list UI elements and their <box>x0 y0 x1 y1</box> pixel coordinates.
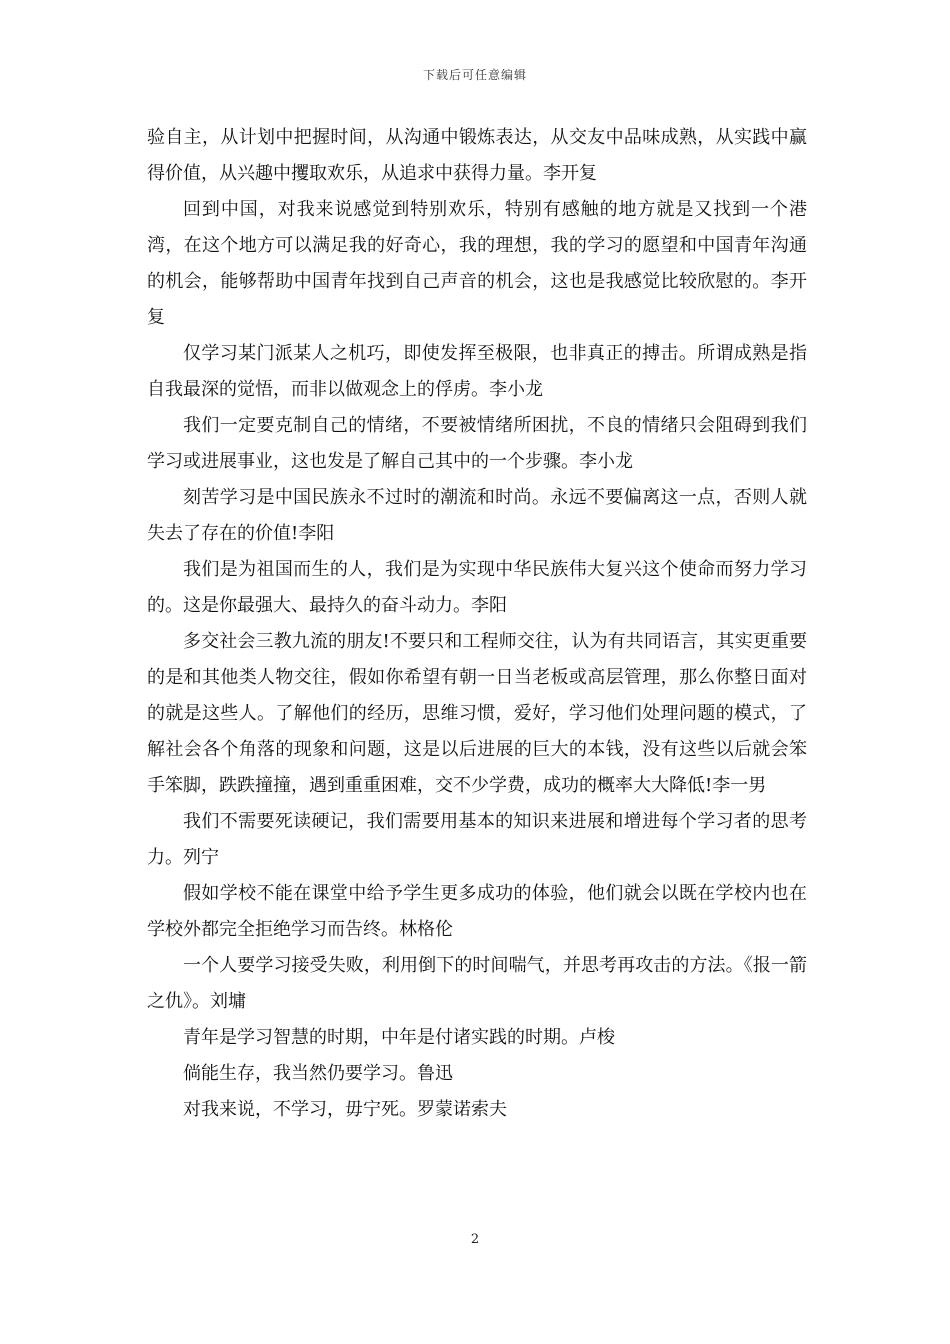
paragraph: 我们不需要死读硬记，我们需要用基本的知识来进展和增进每个学习者的思考力。列宁 <box>147 811 807 868</box>
paragraph: 我们是为祖国而生的人，我们是为实现中华民族伟大复兴这个使命而努力学习的。这是你最强大、最持久的奋斗动力。李阳 <box>147 559 807 616</box>
paragraph: 对我来说，不学习，毋宁死。罗蒙诺索夫 <box>183 1099 507 1120</box>
paragraph: 假如学校不能在课堂中给予学生更多成功的体验，他们就会以既在学校内也在学校外都完全拒绝学习而告终。林格伦 <box>147 883 807 940</box>
paragraph: 仅学习某门派某人之机巧，即使发挥至极限，也非真正的搏击。所谓成熟是指自我最深的觉悟，而非以做观念上的俘虏。李小龙 <box>147 343 807 400</box>
page-header: 下载后可任意编辑 <box>422 68 527 82</box>
paragraph: 刻苦学习是中国民族永不过时的潮流和时尚。永远不要偏离这一点，否则人就失去了存在的价值!李阳 <box>147 487 807 544</box>
paragraph: 青年是学习智慧的时期，中年是付诸实践的时期。卢梭 <box>183 1027 615 1048</box>
paragraph: 我们一定要克制自己的情绪，不要被情绪所困扰，不良的情绪只会阻碍到我们学习或进展事业，这也发是了解自己其中的一个步骤。李小龙 <box>147 415 807 472</box>
paragraph: 回到中国，对我来说感觉到特别欢乐，特别有感触的地方就是又找到一个港湾，在这个地方可以满足我的好奇心，我的理想，我的学习的愿望和中国青年沟通的机会，能够帮助中国青年找到自己声音的机会，这也是我感觉比较欣慰的。李开复 <box>147 199 807 328</box>
paragraph: 多交社会三教九流的朋友!不要只和工程师交往，认为有共同语言，其实更重要的是和其他类人物交往，假如你希望有朝一日当老板或高层管理，那么你整日面对的就是这些人。了解他们的经历，思维习惯，爱好，学习他们处理问题的模式，了解社会各个角落的现象和问题，这是以后进展的巨大的本钱，没有这些以后就会笨手笨脚，跌跌撞撞，遇到重重困难，交不少学费，成功的概率大大降低!李一男 <box>147 631 807 796</box>
page-number: 2 <box>470 1232 480 1247</box>
paragraph: 一个人要学习接受失败，利用倒下的时间喘气，并思考再攻击的方法。《报一箭之仇》。刘墉 <box>147 955 807 1012</box>
paragraph: 倘能生存，我当然仍要学习。鲁迅 <box>183 1063 453 1084</box>
document-body <box>147 120 807 1128</box>
paragraph: 验自主，从计划中把握时间，从沟通中锻炼表达，从交友中品味成熟，从实践中赢得价值，从兴趣中攫取欢乐，从追求中获得力量。李开复 <box>147 127 807 184</box>
